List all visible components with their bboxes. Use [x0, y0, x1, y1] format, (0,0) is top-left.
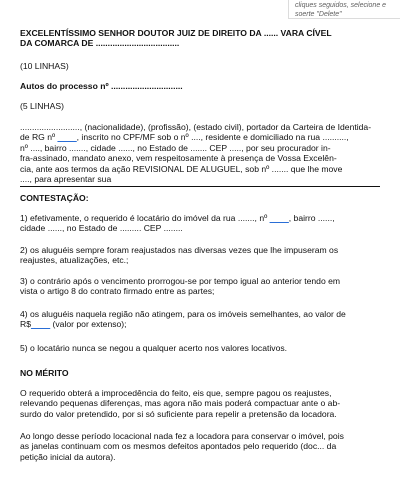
merito-heading: NO MÉRITO — [20, 368, 69, 378]
item-3 — [20, 276, 378, 297]
item-4-line-2 — [20, 319, 378, 329]
item-4 — [20, 309, 378, 330]
item-1-line-2: cidade ......, no Estado de ......... CEP ........ — [20, 223, 183, 234]
tooltip-line-1: cliques seguidos, selecione e — [295, 2, 387, 9]
qualification-line: nº ...., bairro ......., cidade ......, no Estado de ....... CEP ....., por seu procurador in- — [20, 142, 331, 153]
rent-value-field[interactable]: ____ — [31, 319, 51, 330]
item-2 — [20, 245, 378, 266]
spacer-note-5-lines: (5 LINHAS) — [20, 101, 64, 111]
item-text: R$ — [20, 319, 31, 330]
help-tooltip — [288, 0, 400, 19]
item-text: 1) efetivamente, o requerido é locatário do imóvel da rua ......., nº — [20, 213, 270, 223]
merito-line: O requerido obterá a improcedência do feito, eis que, sempre pagou os reajustes, — [20, 388, 332, 398]
merito-line: Ao longo desse período locacional nada fez a locadora para conservar o imóvel, pois — [20, 431, 344, 441]
item-3-line-1: 3) o contrário após o vencimento prorrogou-se por tempo igual ao anterior tendo em — [20, 276, 341, 286]
tooltip-line-2: soerte "Delete" — [295, 11, 342, 18]
item-2-line-2: reajustes, atualizações, etc.; — [20, 255, 129, 266]
qualification-text: de RG nº — [20, 132, 58, 143]
merito-paragraph-1 — [20, 388, 378, 419]
merito-line: as janelas continuam com os mesmos defeitos apontados pelo requerido (doc... da — [20, 441, 337, 452]
qualification-line: cia, ante aos termos da ação REVISIONAL DE ALUGUEL, sob nº ....... que lhe move — [20, 163, 343, 174]
court-header — [20, 28, 378, 49]
item-3-line-2: vista o artigo 8 do contrato firmado entre as partes; — [20, 286, 215, 297]
court-header-line-1: EXCELENTÍSSIMO SENHOR DOUTOR JUIZ DE DIREITO DA ...... VARA CÍVEL — [20, 28, 332, 38]
contestacao-heading: CONTESTAÇÃO: — [20, 193, 89, 203]
merito-line: surdo do valor pretendido, por si só suficiente para repelir a pretensão da locadora. — [20, 408, 337, 419]
qualification-text: , inscrito no CPF/MF sob o nº ...., residente e domiciliado na rua .........., — [76, 132, 349, 143]
process-number-line: Autos do processo nº .............................. — [20, 81, 183, 91]
merito-paragraph-2 — [20, 431, 378, 462]
court-header-line-2: DA COMARCA DE ................................... — [20, 38, 180, 49]
qualification-line: ...., para apresentar sua — [20, 174, 112, 185]
item-1 — [20, 213, 378, 234]
qualification-line — [20, 132, 378, 142]
qualification-paragraph — [20, 122, 378, 184]
item-2-line-1: 2) os aluguéis sempre foram reajustados nas diversas vezes que lhe impuseram os — [20, 245, 339, 255]
item-text: (valor por extenso); — [50, 319, 127, 330]
qualification-line: fra-assinado, mandato anexo, vem respeitosamente à presença de Vossa Excelên- — [20, 153, 337, 164]
merito-line: petição inicial da autora). — [20, 451, 116, 462]
item-5: 5) o locatário nunca se negou a qualquer acerto nos valores locativos. — [20, 343, 288, 353]
street-number-field[interactable]: ____ — [269, 213, 289, 223]
item-1-line-1 — [20, 213, 378, 223]
qualification-line: ........................., (nacionalidade), (profissão), (estado civil), portador da Carteira de Identida- — [20, 122, 372, 132]
item-text: , bairro ......, — [288, 213, 335, 223]
section-divider — [20, 186, 380, 187]
spacer-note-10-lines: (10 LINHAS) — [20, 61, 69, 71]
item-4-line-1: 4) os aluguéis naquela região não atingem, para os imóveis semelhantes, ao valor de — [20, 309, 346, 319]
rg-field[interactable]: ____ — [57, 132, 77, 143]
merito-line: relevando pequenas diferenças, mas agora não mais poderá compactuar ante o ab- — [20, 398, 341, 409]
